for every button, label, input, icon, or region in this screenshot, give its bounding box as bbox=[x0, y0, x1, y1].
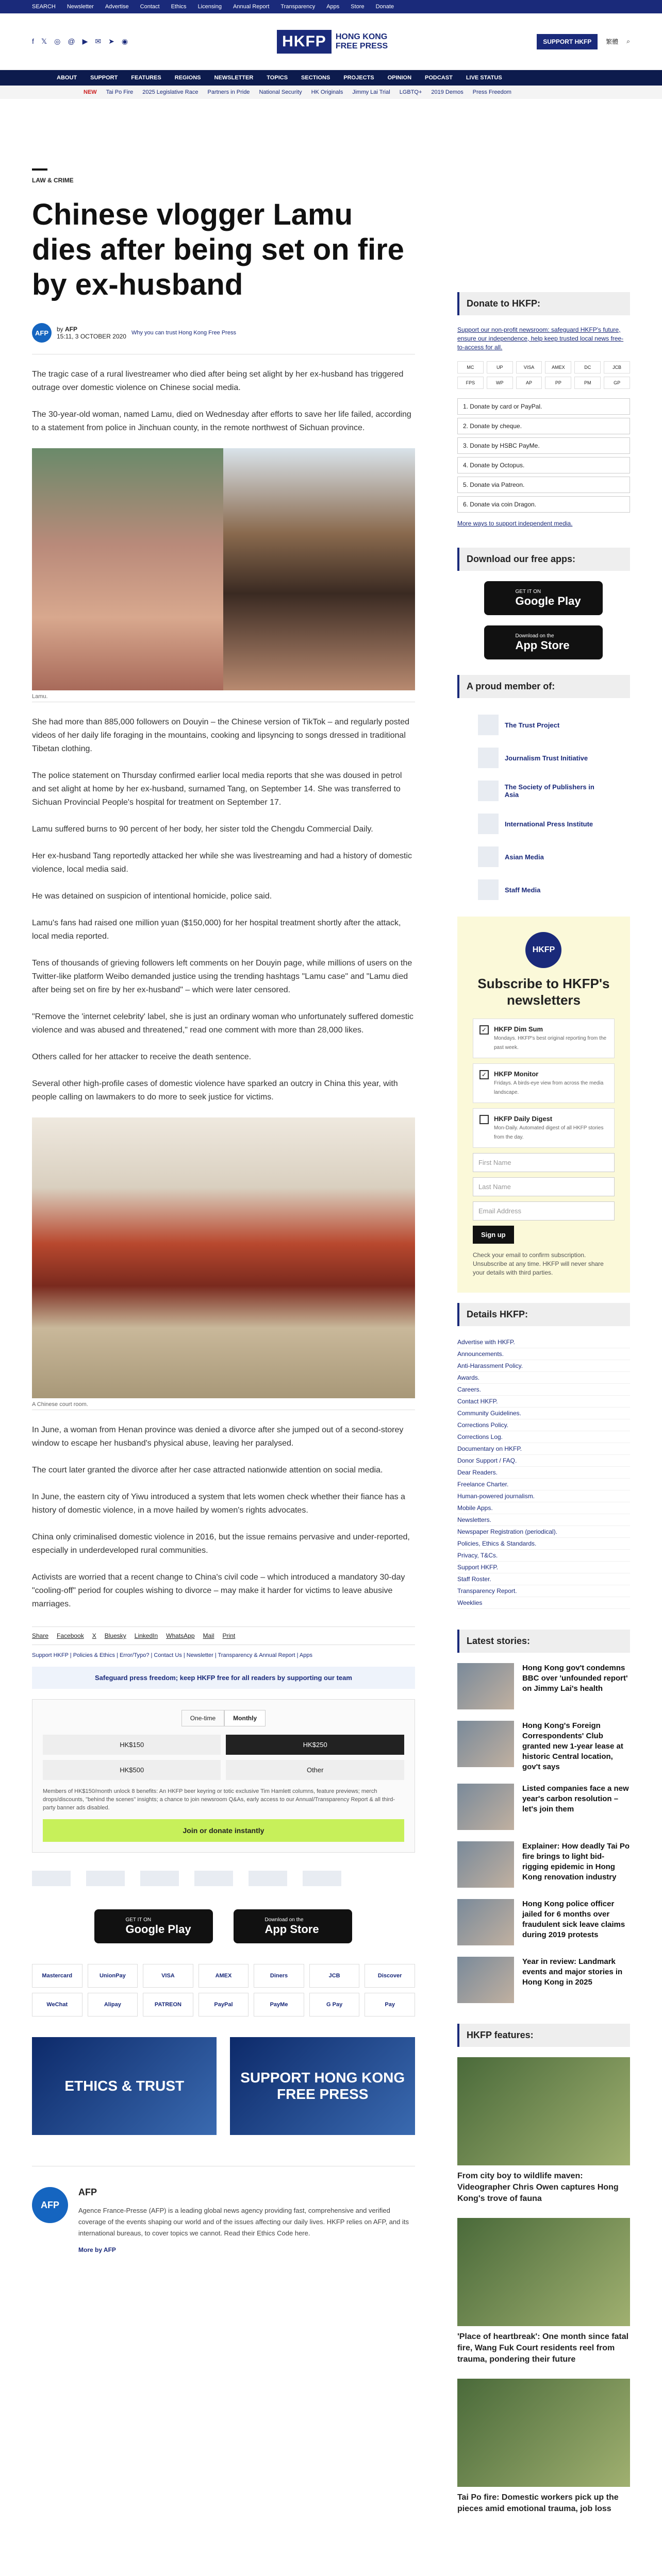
details-link[interactable]: Donor Support / FAQ. bbox=[457, 1455, 630, 1467]
topbar-link[interactable]: Licensing bbox=[197, 4, 222, 10]
paragraph: Several other high-profile cases of domestic violence have sparked an outcry in China this year, with people calling on lawmakers to do more to seek justice for victims. bbox=[32, 1079, 398, 1101]
org-logo bbox=[478, 748, 499, 768]
org-name: Asian Media bbox=[504, 853, 544, 861]
donate-option[interactable]: 4. Donate by Octopus. bbox=[457, 457, 630, 473]
story-thumb bbox=[457, 1721, 514, 1767]
feature-item[interactable] bbox=[457, 2218, 630, 2365]
author-bio: Agence France-Presse (AFP) is a leading global news agency providing fast, comprehensive and verified coverage of the events shaping our world and of the issues affecting our daily lives. HKFP relies on AFP, and its international bureaus, to cover topics we cannot. Read their Ethics Code here. bbox=[78, 2207, 409, 2237]
payment-icon: G Pay bbox=[309, 1993, 360, 2016]
topbar-link[interactable]: Store bbox=[351, 4, 365, 10]
story-title: Hong Kong's Foreign Correspondents' Club granted new 1-year lease at historic Central location, gov't says bbox=[522, 1721, 623, 1771]
language-toggle[interactable]: 繁體 bbox=[606, 38, 619, 45]
donate-option[interactable]: 1. Donate by card or PayPal. bbox=[457, 398, 630, 415]
donate-option[interactable]: 3. Donate by HSBC PayMe. bbox=[457, 437, 630, 454]
payment-methods bbox=[32, 1964, 415, 2016]
story-thumb bbox=[457, 1899, 514, 1945]
amount-option[interactable]: Other bbox=[226, 1760, 404, 1780]
logo-text bbox=[336, 32, 388, 51]
details-link[interactable]: Support HKFP. bbox=[457, 1562, 630, 1573]
details-link[interactable]: Community Guidelines. bbox=[457, 1408, 630, 1419]
payment-icon: Pay bbox=[365, 1993, 415, 2016]
paragraph: Activists are worried that a recent change to China's civil code – which introduced a mandatory 30-day "cooling-off" period for couples wishing to divorce – may make it harder for victims to leave abusive marriages. bbox=[32, 1573, 405, 1608]
trust-link[interactable]: Why you can trust Hong Kong Free Press bbox=[131, 330, 236, 336]
paragraph: China only criminalised domestic violence in 2016, but the issue remains pervasive and under-reported, especially in underdeveloped rural communities. bbox=[32, 1533, 410, 1555]
checkbox[interactable]: ✓ bbox=[479, 1070, 489, 1079]
member-logo[interactable] bbox=[140, 1871, 179, 1886]
member-logo[interactable] bbox=[32, 1871, 71, 1886]
share-print[interactable]: Print bbox=[222, 1632, 236, 1639]
trending-link[interactable]: HK Originals bbox=[311, 89, 343, 95]
paragraph: Her ex-husband Tang reportedly attacked her while she was livestreaming and had a history of domestic violence, local media said. bbox=[32, 852, 412, 874]
payment-icon: UP bbox=[487, 361, 513, 374]
payment-icon: UnionPay bbox=[88, 1964, 138, 1988]
details-link[interactable]: Newspaper Registration (periodical). bbox=[457, 1526, 630, 1538]
story-item[interactable] bbox=[457, 1784, 630, 1830]
donate-option[interactable]: 6. Donate via coin Dragon. bbox=[457, 496, 630, 513]
feature-image bbox=[457, 2379, 630, 2487]
author-box bbox=[32, 2166, 415, 2253]
nav-item[interactable]: SECTIONS bbox=[301, 75, 330, 81]
member-logo[interactable] bbox=[194, 1871, 233, 1886]
trending-link[interactable]: Tai Po Fire bbox=[106, 89, 134, 95]
signup-button[interactable]: Sign up bbox=[473, 1226, 514, 1244]
details-link[interactable]: Freelance Charter. bbox=[457, 1479, 630, 1490]
org-logo bbox=[478, 846, 499, 867]
checkbox[interactable]: ✓ bbox=[479, 1025, 489, 1035]
member-orgs bbox=[457, 708, 630, 906]
payment-icon: JCB bbox=[309, 1964, 360, 1988]
youtube-icon[interactable]: ▶ bbox=[82, 37, 88, 45]
badge-small: GET IT ON bbox=[125, 1917, 152, 1923]
donate-option[interactable]: 5. Donate via Patreon. bbox=[457, 477, 630, 493]
site-header bbox=[0, 13, 662, 70]
newsletter-option[interactable] bbox=[473, 1063, 615, 1103]
instagram-icon[interactable]: ◎ bbox=[54, 37, 61, 45]
feature-item[interactable] bbox=[457, 2379, 630, 2515]
newsletter-option[interactable] bbox=[473, 1019, 615, 1058]
share-label[interactable]: Share bbox=[32, 1632, 49, 1639]
member-org[interactable] bbox=[457, 741, 630, 774]
email-icon[interactable]: ✉ bbox=[95, 37, 102, 45]
nav-item[interactable]: ABOUT bbox=[57, 75, 77, 81]
donate-heading: Donate to HKFP: bbox=[457, 292, 630, 315]
details-link[interactable]: Advertise with HKFP. bbox=[457, 1336, 630, 1348]
details-list bbox=[457, 1336, 630, 1609]
org-logo bbox=[478, 879, 499, 900]
payment-icon: Discover bbox=[365, 1964, 415, 1988]
details-link[interactable]: Staff Roster. bbox=[457, 1573, 630, 1585]
org-name: Journalism Trust Initiative bbox=[504, 754, 588, 762]
details-link[interactable]: Human-powered journalism. bbox=[457, 1490, 630, 1502]
payment-icon: MC bbox=[457, 361, 484, 374]
payment-icon: PayMe bbox=[254, 1993, 304, 2016]
member-org[interactable] bbox=[457, 708, 630, 741]
details-link[interactable]: Corrections Policy. bbox=[457, 1419, 630, 1431]
option-desc: Mon-Daily. Automated digest of all HKFP stories from the day. bbox=[493, 1125, 604, 1140]
main-content bbox=[0, 168, 662, 2528]
org-logo bbox=[478, 781, 499, 801]
topbar-link[interactable]: Contact bbox=[140, 4, 160, 10]
payment-icon: JCB bbox=[604, 361, 630, 374]
frequency-toggle bbox=[43, 1710, 404, 1726]
feature-image bbox=[457, 2218, 630, 2326]
logo-line-2: FREE PRESS bbox=[335, 41, 388, 50]
details-link[interactable]: Announcements. bbox=[457, 1348, 630, 1360]
details-heading: Details HKFP: bbox=[457, 1303, 630, 1326]
feature-title: 'Place of heartbreak': One month since fatal fire, Wang Fuk Court residents reel from trauma, pondering their future bbox=[457, 2332, 629, 2364]
story-thumb bbox=[457, 1663, 514, 1709]
badge-small: GET IT ON bbox=[515, 588, 541, 595]
latest-heading: Latest stories: bbox=[457, 1630, 630, 1653]
first-name-field[interactable]: First Name bbox=[473, 1153, 615, 1172]
apps-heading: Download our free apps: bbox=[457, 548, 630, 571]
search-link[interactable]: SEARCH bbox=[32, 4, 56, 10]
badge-label: App Store bbox=[515, 638, 570, 652]
details-link[interactable]: Anti-Harassment Policy. bbox=[457, 1360, 630, 1372]
support-banner[interactable]: SUPPORT HONG KONG FREE PRESS bbox=[230, 2037, 415, 2135]
google-play-badge[interactable] bbox=[94, 1909, 213, 1943]
nav-item[interactable]: OPINION bbox=[387, 75, 412, 81]
newsletter-heading: Subscribe to HKFP's newsletters bbox=[477, 976, 610, 1008]
email-field[interactable]: Email Address bbox=[473, 1201, 615, 1221]
paragraph: She had more than 885,000 followers on Douyin – the Chinese version of TikTok – and regularly posted videos of her daily life foraging in the mountains, cooking and lipsyncing to songs dressed in traditional Tibetan clothing. bbox=[32, 718, 409, 753]
payment-icon: Alipay bbox=[88, 1993, 138, 2016]
google-play-badge[interactable] bbox=[484, 581, 603, 615]
donate-text bbox=[457, 326, 630, 352]
option-title: HKFP Daily Digest bbox=[493, 1115, 553, 1123]
author-name[interactable]: by AFP bbox=[57, 326, 78, 333]
site-logo[interactable] bbox=[277, 30, 388, 54]
author-avatar-large[interactable]: AFP bbox=[32, 2187, 68, 2223]
top-utility-bar bbox=[0, 0, 662, 13]
payment-icon: WP bbox=[487, 377, 513, 389]
details-link[interactable]: Documentary on HKFP. bbox=[457, 1443, 630, 1455]
paragraph: In June, a woman from Henan province was denied a divorce after she jumped out of a second-storey window to escape her husband's physical abuse, leaving her paralysed. bbox=[32, 1426, 404, 1448]
payment-icon: AMEX bbox=[198, 1964, 249, 1988]
telegram-icon[interactable]: ➤ bbox=[108, 37, 114, 45]
story-title: Listed companies face a new year's carbon resolution – let's join them bbox=[522, 1784, 629, 1814]
org-name: Staff Media bbox=[504, 886, 541, 894]
topbar-link[interactable]: Donate bbox=[375, 4, 394, 10]
facebook-icon[interactable]: f bbox=[32, 37, 34, 45]
trending-link[interactable]: 2019 Demos bbox=[431, 89, 464, 95]
trending-link[interactable]: National Security bbox=[259, 89, 302, 95]
newsletter-signup bbox=[457, 917, 630, 1293]
nav-item[interactable]: SUPPORT bbox=[90, 75, 118, 81]
one-time-tab[interactable]: One-time bbox=[181, 1710, 224, 1726]
story-thumb bbox=[457, 1957, 514, 2003]
social-icons bbox=[32, 37, 128, 46]
paragraph: Others called for her attacker to receive the death sentence. bbox=[32, 1053, 252, 1061]
paragraph: In June, the eastern city of Yiwu introduced a system that lets women check whether their fiance has a history of domestic violence, in a move hailed by women's rights advocates. bbox=[32, 1493, 405, 1515]
lamu-photo bbox=[32, 448, 415, 690]
details-link[interactable]: Dear Readers. bbox=[457, 1467, 630, 1479]
header-actions bbox=[537, 34, 630, 49]
payment-icon: DC bbox=[574, 361, 601, 374]
trending-bar bbox=[0, 86, 662, 99]
member-org[interactable] bbox=[457, 840, 630, 873]
topbar-link[interactable]: Advertise bbox=[105, 4, 129, 10]
story-title: Explainer: How deadly Tai Po fire brings to light bid-rigging epidemic in Hong Kong renovation industry bbox=[522, 1842, 630, 1882]
features-list bbox=[457, 2057, 630, 2515]
donate-widget bbox=[32, 1699, 415, 1853]
amount-option[interactable]: HK$500 bbox=[43, 1760, 221, 1780]
badge-label: Google Play bbox=[125, 1922, 191, 1936]
newsletter-option[interactable] bbox=[473, 1108, 615, 1148]
share-x[interactable]: X bbox=[92, 1632, 96, 1639]
nav-item[interactable]: PROJECTS bbox=[343, 75, 374, 81]
trending-link[interactable]: Jimmy Lai Trial bbox=[352, 89, 390, 95]
member-heading: A proud member of: bbox=[457, 675, 630, 698]
payment-icon: PayPal bbox=[198, 1993, 249, 2016]
paragraph: The court later granted the divorce after her case attracted nationwide attention on social media. bbox=[32, 1466, 383, 1475]
topbar-link[interactable]: Ethics bbox=[171, 4, 187, 10]
nav-item[interactable]: REGIONS bbox=[174, 75, 201, 81]
ethics-banner[interactable]: ETHICS & TRUST bbox=[32, 2037, 217, 2135]
photo-right bbox=[223, 448, 415, 690]
payment-icon: PM bbox=[574, 377, 601, 389]
payment-icon: VISA bbox=[516, 361, 542, 374]
threads-icon[interactable]: @ bbox=[68, 37, 75, 45]
share-bluesky[interactable]: Bluesky bbox=[104, 1632, 126, 1639]
topbar-link[interactable]: Apps bbox=[326, 4, 340, 10]
promo-banners bbox=[32, 2037, 415, 2135]
search-icon[interactable]: ⌕ bbox=[626, 38, 630, 45]
x-icon[interactable]: 𝕏 bbox=[41, 37, 47, 45]
safeguard-banner[interactable]: Safeguard press freedom; keep HKFP free for all readers by supporting our team bbox=[32, 1667, 415, 1689]
amount-option[interactable]: HK$150 bbox=[43, 1735, 221, 1755]
app-store-badges bbox=[32, 1909, 415, 1943]
join-button[interactable]: Join or donate instantly bbox=[43, 1819, 404, 1842]
footer-links[interactable]: Support HKFP | Policies & Ethics | Error/Typo? | Contact Us | Newsletter | Transparency & Annual Report | Apps bbox=[32, 1652, 312, 1658]
share-bar bbox=[32, 1626, 415, 1645]
details-link[interactable]: Weeklies bbox=[457, 1597, 630, 1609]
paragraph: "Remove the 'internet celebrity' label, she is just an ordinary woman who unfortunately suffered domestic violence and was abused and threatened," read one comment with more than 28,000 likes. bbox=[32, 1012, 413, 1035]
payment-icon: VISA bbox=[143, 1964, 193, 1988]
story-thumb bbox=[457, 1784, 514, 1830]
trending-link[interactable]: LGBTQ+ bbox=[399, 89, 422, 95]
feature-image bbox=[457, 2057, 630, 2165]
article bbox=[32, 168, 415, 2528]
payment-icon: PP bbox=[545, 377, 571, 389]
share-facebook[interactable]: Facebook bbox=[57, 1632, 84, 1639]
member-benefits: Members of HK$150/month unlock 8 benefits: An HKFP beer keyring or totic exclusive Tim Hamlett columns, feature previews; merch drops/discounts, "behind the scenes" insights; a chance to join newsroom Q&As, early access to our Annual/Transparency Report & all third-party banner ads disabled. bbox=[43, 1788, 395, 1811]
latest-stories bbox=[457, 1663, 630, 2003]
option-title: HKFP Dim Sum bbox=[493, 1025, 543, 1033]
story-item[interactable] bbox=[457, 1841, 630, 1888]
org-name: International Press Institute bbox=[504, 820, 593, 828]
org-name: The Trust Project bbox=[504, 721, 560, 729]
trending-link[interactable]: Press Freedom bbox=[472, 89, 511, 95]
donate-option[interactable]: 2. Donate by cheque. bbox=[457, 418, 630, 434]
amount-options bbox=[43, 1735, 404, 1780]
share-linkedin[interactable]: LinkedIn bbox=[134, 1632, 158, 1639]
payment-icon: FPS bbox=[457, 377, 484, 389]
member-logos bbox=[32, 1868, 415, 1889]
story-thumb bbox=[457, 1841, 514, 1888]
nav-item[interactable]: FEATURES bbox=[131, 75, 161, 81]
share-whatsapp[interactable]: WhatsApp bbox=[166, 1632, 195, 1639]
badge-label: App Store bbox=[264, 1922, 319, 1936]
nav-item[interactable]: LIVE STATUS bbox=[466, 75, 502, 81]
topbar-link[interactable]: Annual Report bbox=[233, 4, 270, 10]
category-label[interactable]: LAW & CRIME bbox=[32, 168, 47, 184]
story-title: Hong Kong gov't condemns BBC over 'unfounded report' on Jimmy Lai's health bbox=[522, 1664, 628, 1693]
payment-icon: AP bbox=[516, 377, 542, 389]
details-link[interactable]: Policies, Ethics & Standards. bbox=[457, 1538, 630, 1550]
member-org[interactable] bbox=[457, 807, 630, 840]
member-logo[interactable] bbox=[86, 1871, 125, 1886]
payment-icon: GP bbox=[604, 377, 630, 389]
nav-item[interactable]: NEWSLETTER bbox=[214, 75, 254, 81]
sidebar-payment-icons bbox=[457, 361, 630, 389]
paragraph: The police statement on Thursday confirmed earlier local media reports that she was doused in petrol and set alight at home by her ex-husband, surnamed Tang, on September 14. She was transferred to Sichuan Provincial People's hospital for treatment on September 17. bbox=[32, 771, 402, 807]
nav-item[interactable]: TOPICS bbox=[267, 75, 288, 81]
details-link[interactable]: Contact HKFP. bbox=[457, 1396, 630, 1408]
article-body bbox=[32, 368, 415, 1611]
nav-item[interactable]: PODCAST bbox=[425, 75, 453, 81]
sidebar bbox=[457, 292, 630, 2528]
member-org[interactable] bbox=[457, 774, 630, 807]
member-org[interactable] bbox=[457, 873, 630, 906]
details-link[interactable]: Privacy, T&Cs. bbox=[457, 1550, 630, 1562]
payment-icon: Diners bbox=[254, 1964, 304, 1988]
feature-title: Tai Po fire: Domestic workers pick up the pieces amid emotional trauma, job loss bbox=[457, 2493, 619, 2513]
paragraph: The 30-year-old woman, named Lamu, died on Wednesday after efforts to save her life failed, according to a statement from police in Jinchuan county, in the remote northwest of Sichuan province. bbox=[32, 410, 411, 432]
option-desc: Fridays. A birds-eye view from across the media landscape. bbox=[493, 1080, 604, 1095]
details-link[interactable]: Newsletters. bbox=[457, 1514, 630, 1526]
article-title: Chinese vlogger Lamu dies after being set on fire by ex-husband bbox=[32, 198, 404, 301]
more-by-author-link[interactable]: More by AFP bbox=[78, 2246, 116, 2253]
topbar-link[interactable]: Transparency bbox=[280, 4, 316, 10]
feature-title: From city boy to wildlife maven: Videographer Chris Owen captures Hong Kong's trove of fauna bbox=[457, 2172, 619, 2203]
author-avatar[interactable]: AFP bbox=[32, 323, 52, 343]
byline bbox=[32, 323, 415, 354]
logo-mark: HKFP bbox=[277, 30, 332, 54]
story-item[interactable] bbox=[457, 1957, 630, 2003]
more-ways-link[interactable]: More ways to support independent media. bbox=[457, 520, 573, 527]
org-name: The Society of Publishers in Asia bbox=[504, 783, 594, 799]
details-link[interactable]: Careers. bbox=[457, 1384, 630, 1396]
story-title: Hong Kong police officer jailed for 6 months over fraudulent sick leave claims during 2019 protests bbox=[522, 1900, 625, 1939]
trending-label: NEW bbox=[84, 89, 97, 95]
details-link[interactable]: Transparency Report. bbox=[457, 1585, 630, 1597]
paragraph: He was detained on suspicion of intentional homicide, police said. bbox=[32, 892, 272, 901]
paragraph: The tragic case of a rural livestreamer who died after being set alight by her ex-husband has triggered outrage over domestic violence on Chinese social media. bbox=[32, 370, 404, 392]
newsletter-note: Check your email to confirm subscription. Unsubscribe at any time. HKFP will never share your details with third parties. bbox=[472, 1251, 604, 1276]
last-name-field[interactable]: Last Name bbox=[473, 1177, 615, 1196]
trending-link[interactable]: 2025 Legislative Race bbox=[142, 89, 198, 95]
features-heading: HKFP features: bbox=[457, 2024, 630, 2047]
amount-option[interactable]: HK$250 bbox=[226, 1735, 404, 1755]
story-item[interactable] bbox=[457, 1663, 630, 1709]
payment-icon: AMEX bbox=[545, 361, 571, 374]
support-button[interactable]: SUPPORT HKFP bbox=[537, 34, 598, 49]
member-logo[interactable] bbox=[303, 1871, 341, 1886]
badge-small: Download on the bbox=[264, 1917, 304, 1923]
donate-text-link[interactable]: Support our non-profit newsroom: safeguard HKFP's future, ensure our independence, help keep trusted local news free-to-access for all. bbox=[457, 326, 624, 351]
main-nav bbox=[0, 70, 662, 86]
details-link[interactable]: Corrections Log. bbox=[457, 1431, 630, 1443]
member-logo[interactable] bbox=[249, 1871, 287, 1886]
details-link[interactable]: Mobile Apps. bbox=[457, 1502, 630, 1514]
rss-icon[interactable]: ◉ bbox=[121, 37, 128, 45]
court-photo bbox=[32, 1117, 415, 1398]
story-title: Year in review: Landmark events and major stories in Hong Kong in 2025 bbox=[522, 1957, 623, 1987]
share-mail[interactable]: Mail bbox=[203, 1632, 214, 1639]
details-link[interactable]: Awards. bbox=[457, 1372, 630, 1384]
paragraph: Lamu suffered burns to 90 percent of her body, her sister told the Chengdu Commercial Daily. bbox=[32, 825, 373, 834]
photo-caption: A Chinese court room. bbox=[32, 1398, 415, 1410]
feature-item[interactable] bbox=[457, 2057, 630, 2205]
payment-icon: Mastercard bbox=[32, 1964, 82, 1988]
org-logo bbox=[478, 715, 499, 735]
paragraph: Lamu's fans had raised one million yuan ($150,000) for her hospital treatment shortly after the attack, local media reported. bbox=[32, 919, 401, 941]
story-item[interactable] bbox=[457, 1721, 630, 1772]
author-name-text[interactable]: AFP bbox=[65, 326, 78, 333]
photo-left bbox=[32, 448, 223, 690]
payment-icon: WeChat bbox=[32, 1993, 82, 2016]
app-store-badge[interactable] bbox=[234, 1909, 352, 1943]
story-item[interactable] bbox=[457, 1899, 630, 1945]
checkbox[interactable] bbox=[479, 1115, 489, 1124]
publish-date: 15:11, 3 OCTOBER 2020 bbox=[57, 333, 126, 340]
app-store-badge[interactable] bbox=[484, 625, 603, 659]
payment-icon: PATREON bbox=[143, 1993, 193, 2016]
logo-line-1: HONG KONG bbox=[335, 32, 388, 41]
option-desc: Mondays. HKFP's best original reporting from the past week. bbox=[493, 1036, 607, 1050]
author-box-name[interactable]: AFP bbox=[78, 2187, 97, 2197]
badge-small: Download on the bbox=[515, 633, 554, 639]
paragraph: Tens of thousands of grieving followers left comments on her Douyin page, while millions of users on the Twitter-like platform Weibo demanded justice using the trending hashtags "Lamu case" and "Lamu died after being set on fire by her ex-husband" – which were later censored. bbox=[32, 959, 412, 994]
photo-caption: Lamu. bbox=[32, 690, 415, 702]
trending-link[interactable]: Partners in Pride bbox=[207, 89, 250, 95]
monthly-tab[interactable]: Monthly bbox=[224, 1710, 266, 1726]
option-title: HKFP Monitor bbox=[493, 1070, 539, 1078]
org-logo bbox=[478, 814, 499, 834]
newsletter-icon: HKFP bbox=[525, 932, 561, 968]
topbar-link[interactable]: Newsletter bbox=[67, 4, 94, 10]
badge-label: Google Play bbox=[515, 594, 581, 607]
donate-options bbox=[457, 398, 630, 513]
